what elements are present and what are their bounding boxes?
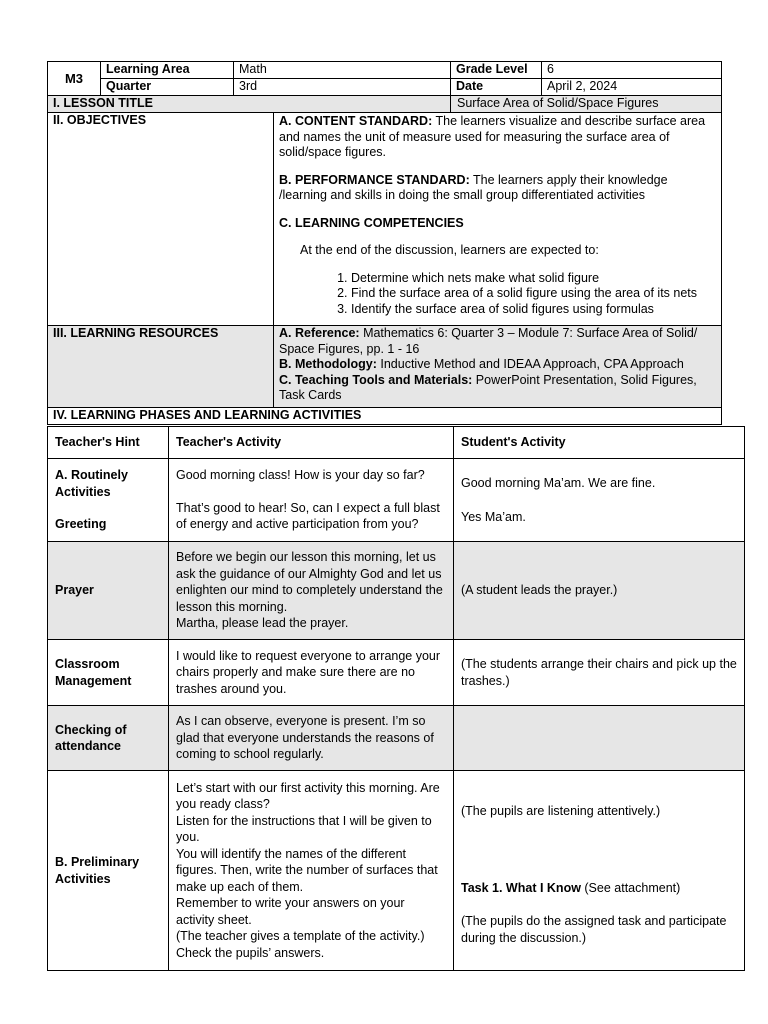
date-label: Date [451, 79, 542, 96]
teacher-cell: Good morning class! How is your day so far? That’s good to hear! So, can I expect a full blast of energy and active participation from you? [169, 459, 454, 542]
activities-table [47, 426, 745, 971]
learning-area-value: Math [234, 62, 451, 79]
grade-level-label: Grade Level [451, 62, 542, 79]
student-cell: (The pupils are listening attentively.) Task 1. What I Know (See attachment) (The pupils do the assigned task and participate during the discussion.) [454, 771, 745, 971]
date-value: April 2, 2024 [542, 79, 722, 96]
hint-cell: Prayer [48, 542, 169, 640]
table-row [48, 706, 745, 771]
objectives-content [274, 113, 722, 326]
hint-cell: Classroom Management [48, 640, 169, 706]
grade-level-value: 6 [542, 62, 722, 79]
resources-label: III. LEARNING RESOURCES [48, 326, 274, 408]
student-cell: (The students arrange their chairs and pick up the trashes.) [454, 640, 745, 706]
learning-area-label: Learning Area [101, 62, 234, 79]
competencies-intro: At the end of the discussion, learners are expected to: [300, 243, 599, 257]
teacher-cell: As I can observe, everyone is present. I’m so glad that everyone understands the reasons of coming to school regularly. [169, 706, 454, 771]
phases-label: IV. LEARNING PHASES AND LEARNING ACTIVITIES [48, 408, 722, 425]
performance-standard: B. PERFORMANCE STANDARD: The learners apply their knowledge /learning and skills in doing the small group differentiated activities [279, 172, 668, 202]
competency-item: 3. Identify the surface area of solid figures using formulas [351, 302, 716, 318]
table-row [48, 771, 745, 971]
col-students-activity: Student's Activity [454, 427, 745, 459]
objectives-table [47, 112, 722, 425]
student-cell: Good morning Ma’am. We are fine. Yes Ma’am. [454, 459, 745, 542]
table-row [48, 542, 745, 640]
table-row [48, 640, 745, 706]
student-cell [454, 706, 745, 771]
resources-content [274, 326, 722, 408]
lesson-title-value: Surface Area of Solid/Space Figures [451, 96, 722, 113]
module-code: M3 [48, 62, 101, 96]
teacher-cell: I would like to request everyone to arrange your chairs properly and make sure there are no trashes around you. [169, 640, 454, 706]
content-standard: A. CONTENT STANDARD: The learners visualize and describe surface area and names the unit of measure used for measuring the surface area of solid/space figures. [279, 114, 706, 159]
objectives-label: II. OBJECTIVES [48, 113, 274, 326]
tools-materials: C. Teaching Tools and Materials: PowerPoint Presentation, Solid Figures, Task Cards [279, 372, 697, 402]
teacher-cell: Let’s start with our first activity this morning. Are you ready class? Listen for the instructions that I will be given to you. You will identify the names of the different figures. Then, write the number of surfaces that make up each of them. Remember to write your answers on your activity sheet. (The teacher gives a template of the activity.) Check the pupils’ answers. [169, 771, 454, 971]
competency-item: 2. Find the surface area of a solid figure using the area of its nets [351, 286, 716, 302]
hint-cell: A. Routinely Activities Greeting [48, 459, 169, 542]
student-cell: (A student leads the prayer.) [454, 542, 745, 640]
hint-cell: B. Preliminary Activities [48, 771, 169, 971]
competency-item: 1. Determine which nets make what solid figure [351, 271, 716, 287]
hint-cell: Checking of attendance [48, 706, 169, 771]
task-line: Task 1. What I Know (See attachment) [461, 880, 681, 895]
competencies-list [279, 271, 716, 318]
lesson-header-table [47, 61, 722, 113]
methodology: B. Methodology: Inductive Method and IDEAA Approach, CPA Approach [279, 357, 684, 371]
col-teachers-activity: Teacher's Activity [169, 427, 454, 459]
lesson-title-label: I. LESSON TITLE [48, 96, 451, 113]
competencies-heading: C. LEARNING COMPETENCIES [279, 215, 464, 230]
quarter-label: Quarter [101, 79, 234, 96]
quarter-value: 3rd [234, 79, 451, 96]
reference: A. Reference: Mathematics 6: Quarter 3 – Module 7: Surface Area of Solid/ Space Figures, pp. 1 - 16 [279, 326, 698, 356]
teacher-cell: Before we begin our lesson this morning, let us ask the guidance of our Almighty God and let us enlighten our mind to completely understand the lesson this morning. Martha, please lead the prayer. [169, 542, 454, 640]
col-teachers-hint: Teacher's Hint [48, 427, 169, 459]
table-row [48, 459, 745, 542]
